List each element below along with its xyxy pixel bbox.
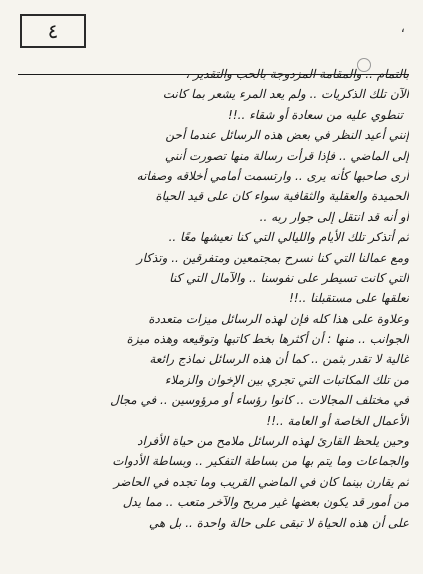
text-line: إلى الماضي .. فإذا قرأت رسالة منها تصورت أنني: [164, 148, 409, 163]
text-line: الجوانب .. منها : أن أكثرها بخط كاتبها وتوقيعه وهذه ميزة: [126, 332, 409, 347]
text-line: ثم يقارن بينما كان في الماضي القريب وما تجده في الحاضر: [113, 474, 409, 489]
text-line: أو أنه قد انتقل إلى جوار ربه ..: [259, 209, 409, 224]
text-line: بالتمام .. والمقامة المزدوجة بالحب والتقدير ،: [18, 64, 409, 84]
text-line: في مختلف المجالات .. كانوا رؤساء أو مرؤوسين .. في مجال: [110, 393, 409, 408]
handwritten-text-block: [18, 64, 409, 533]
text-line: أرى صاحبها كأنه يرى .. وارتسمت أمامي أخلاقه وصفاته: [136, 168, 409, 183]
text-line: غالية لا تقدر بثمن .. كما أن هذه الرسائل نماذج رائعة: [149, 352, 409, 367]
text-line: من أمور قد يكون بعضها غير مريح والآخر متعب .. مما يدل: [122, 495, 409, 510]
text-line: وحين يلحظ القارئ لهذه الرسائل ملامح من حياة الأفراد: [137, 434, 409, 449]
text-line: والجماعات وما يتم بها من بساطة التفكير .. وبساطة الأدوات: [112, 454, 409, 469]
corner-mark: ،: [400, 20, 405, 36]
text-line: إنني أعيد النظر في بعض هذه الرسائل عندما أحن: [165, 128, 409, 143]
text-line: الحميدة والعقلية والثقافية سواء كان على قيد الحياة: [155, 189, 409, 204]
text-line: ومع عمالنا التي كنا نسرح بمجتمعين ومتفرقين .. وتذكار: [136, 250, 409, 265]
page-number: ٤: [47, 19, 59, 43]
page-number-box: [20, 14, 86, 48]
text-line: من تلك المكاتبات التي تجري بين الإخوان والزملاء: [164, 372, 409, 387]
text-line: الآن تلك الذكريات .. ولم يعد المرء يشعر بما كانت: [162, 87, 409, 102]
text-line: التي كانت تسيطر على نفوسنا .. والآمال التي كنا: [169, 270, 409, 285]
text-line: ثم أتذكر تلك الأيام والليالي التي كنا نعيشها معًا ..: [168, 230, 409, 245]
text-line: على أن هذه الحياة لا تبقى على حالة واحدة .. بل هي: [148, 515, 409, 530]
text-line: تنطوي عليه من سعادة أو شقاء ..!!: [228, 107, 403, 122]
text-line: وعلاوة على هذا كله فإن لهذه الرسائل ميزات متعددة: [148, 311, 409, 326]
text-line: الأعمال الخاصة أو العامة ..!!: [266, 413, 409, 428]
text-line: نعلقها على مستقبلنا ..!!: [289, 291, 409, 306]
